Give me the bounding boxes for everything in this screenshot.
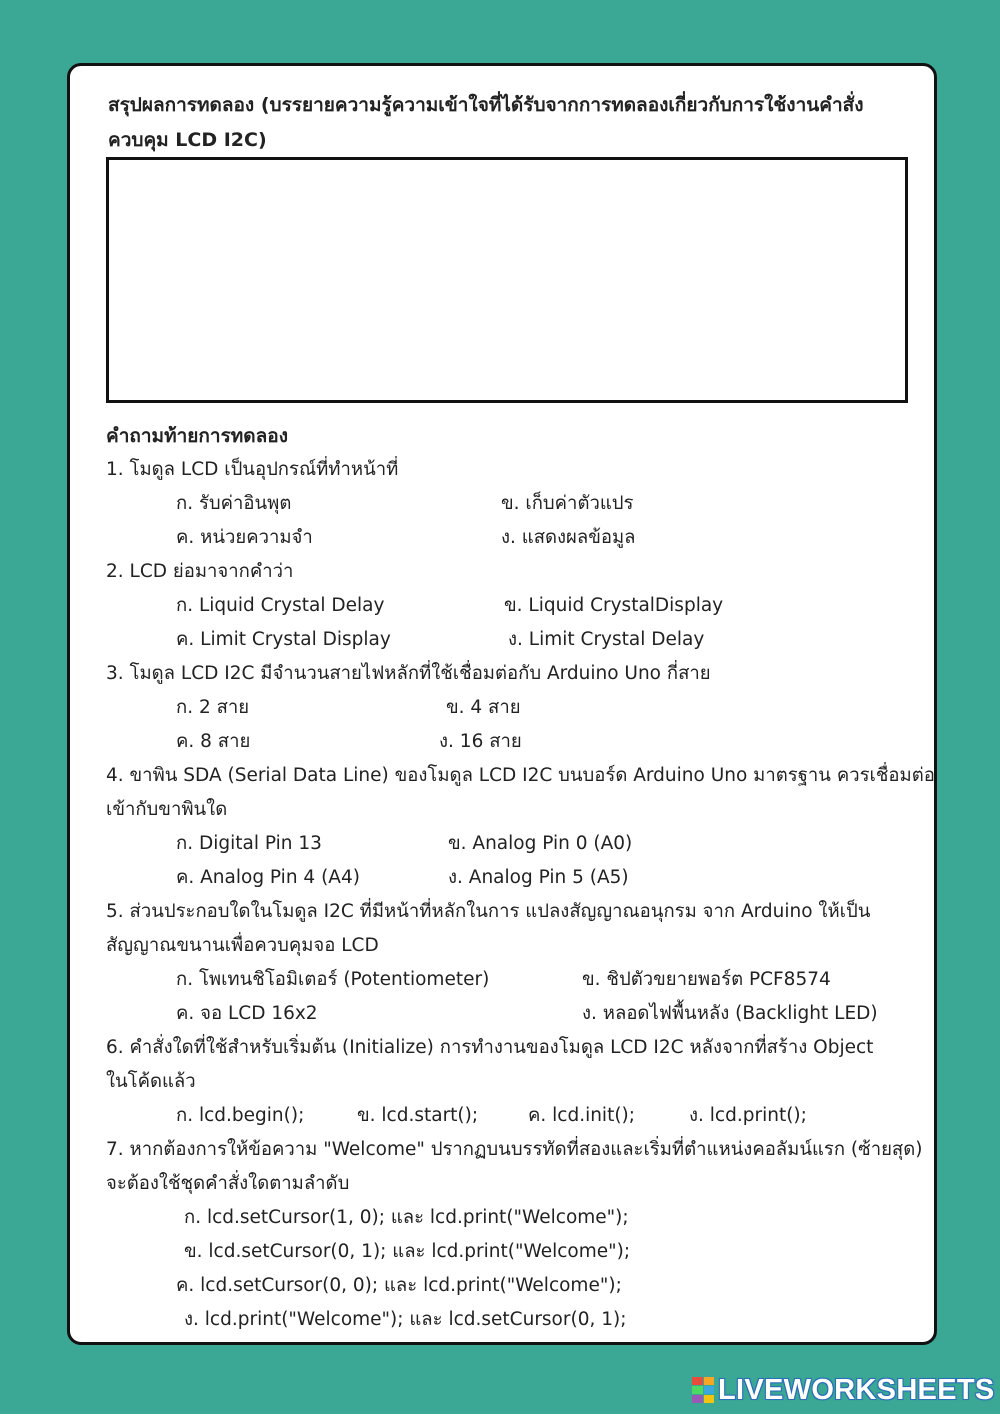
- question-2-options-row-1: [106, 589, 926, 623]
- q3-option-c[interactable]: ค. 8 สาย: [176, 731, 251, 752]
- q2-option-b[interactable]: ข. Liquid CrystalDisplay: [504, 595, 724, 616]
- q4-option-d[interactable]: ง. Analog Pin 5 (A5): [448, 867, 629, 888]
- question-6-options-row: [106, 1099, 926, 1133]
- summary-answer-box[interactable]: [106, 157, 908, 403]
- question-2-options-row-2: [106, 623, 926, 657]
- question-5-line-1: 5. ส่วนประกอบใดในโมดูล I2C ที่มีหน้าที่หลักในการ แปลงสัญญาณอนุกรม จาก Arduino ให้เป็น: [106, 901, 871, 922]
- question-5-options-row-1: [106, 963, 926, 997]
- q7-option-d-row: [106, 1303, 926, 1337]
- q4-option-c[interactable]: ค. Analog Pin 4 (A4): [176, 867, 360, 888]
- q4-option-a[interactable]: ก. Digital Pin 13: [176, 833, 322, 854]
- question-4-line-2: เข้ากับขาพินใด: [106, 799, 228, 820]
- q6-option-c[interactable]: ค. lcd.init();: [528, 1105, 635, 1126]
- q3-option-a[interactable]: ก. 2 สาย: [176, 697, 250, 718]
- brand-text: LIVEWORKSHEETS: [718, 1373, 995, 1406]
- q7-option-d[interactable]: ง. lcd.print("Welcome"); และ lcd.setCursor(0, 1);: [184, 1309, 627, 1330]
- question-4-options-row-1: [106, 827, 926, 861]
- worksheet-page: [67, 63, 937, 1345]
- question-2: 2. LCD ย่อมาจากคำว่า: [106, 561, 294, 582]
- q1-option-c[interactable]: ค. หน่วยความจำ: [176, 527, 313, 548]
- question-4-options-row-2: [106, 861, 926, 895]
- q7-option-a-row: [106, 1201, 926, 1235]
- q5-option-d[interactable]: ง. หลอดไฟพื้นหลัง (Backlight LED): [582, 1003, 878, 1024]
- question-6-line-2: ในโค้ดแล้ว: [106, 1071, 196, 1092]
- q7-option-b[interactable]: ข. lcd.setCursor(0, 1); และ lcd.print("Welcome");: [184, 1241, 631, 1262]
- question-3-options-row-1: [106, 691, 926, 725]
- q2-option-a[interactable]: ก. Liquid Crystal Delay: [176, 595, 385, 616]
- question-3-options-row-2: [106, 725, 926, 759]
- q3-option-d[interactable]: ง. 16 สาย: [439, 731, 522, 752]
- q7-option-b-row: [106, 1235, 926, 1269]
- question-1-options-row-1: [106, 487, 926, 521]
- q2-option-d[interactable]: ง. Limit Crystal Delay: [508, 629, 705, 650]
- question-1-options-row-2: [106, 521, 926, 555]
- quiz-section: [106, 419, 935, 1337]
- q1-option-d[interactable]: ง. แสดงผลข้อมูล: [501, 527, 636, 548]
- question-6-line-1: 6. คำสั่งใดที่ใช้สำหรับเริ่มต้น (Initialize) การทำงานของโมดูล LCD I2C หลังจากที่สร้าง Object: [106, 1037, 874, 1058]
- quiz-heading: คำถามท้ายการทดลอง: [106, 425, 288, 447]
- q1-option-b[interactable]: ข. เก็บค่าตัวแปร: [501, 493, 634, 514]
- liveworksheets-logo-icon: [692, 1377, 714, 1403]
- q2-option-c[interactable]: ค. Limit Crystal Display: [176, 629, 391, 650]
- q5-option-c[interactable]: ค. จอ LCD 16x2: [176, 1003, 318, 1024]
- question-1: 1. โมดูล LCD เป็นอุปกรณ์ที่ทำหน้าที่: [106, 459, 399, 480]
- q5-option-b[interactable]: ข. ชิปตัวขยายพอร์ต PCF8574: [582, 969, 831, 990]
- q1-option-a[interactable]: ก. รับค่าอินพุต: [176, 493, 292, 514]
- liveworksheets-brand[interactable]: [692, 1374, 995, 1406]
- question-5-options-row-2: [106, 997, 926, 1031]
- q7-option-a[interactable]: ก. lcd.setCursor(1, 0); และ lcd.print("Welcome");: [184, 1207, 629, 1228]
- summary-title: สรุปผลการทดลอง (บรรยายความรู้ความเข้าใจที่ได้รับจากการทดลองเกี่ยวกับการใช้งานคำสั่ง ควบคุม LCD I2C): [108, 94, 864, 151]
- question-7-line-2: จะต้องใช้ชุดคำสั่งใดตามลำดับ: [106, 1173, 350, 1194]
- q3-option-b[interactable]: ข. 4 สาย: [446, 697, 521, 718]
- question-5-line-2: สัญญาณขนานเพื่อควบคุมจอ LCD: [106, 935, 379, 956]
- q7-option-c[interactable]: ค. lcd.setCursor(0, 0); และ lcd.print("Welcome");: [176, 1275, 622, 1296]
- q7-option-c-row: [106, 1269, 926, 1303]
- question-4-line-1: 4. ขาพิน SDA (Serial Data Line) ของโมดูล LCD I2C บนบอร์ด Arduino Uno มาตรฐาน ควรเชื่อมต่อ: [106, 765, 935, 786]
- q6-option-d[interactable]: ง. lcd.print();: [689, 1105, 807, 1126]
- question-3: 3. โมดูล LCD I2C มีจำนวนสายไฟหลักที่ใช้เชื่อมต่อกับ Arduino Uno กี่สาย: [106, 663, 711, 684]
- q6-option-b[interactable]: ข. lcd.start();: [357, 1105, 479, 1126]
- question-7-line-1: 7. หากต้องการให้ข้อความ "Welcome" ปรากฏบนบรรทัดที่สองและเริ่มที่ตำแหน่งคอลัมน์แรก (ซ้ายสุด): [106, 1139, 923, 1160]
- q4-option-b[interactable]: ข. Analog Pin 0 (A0): [448, 833, 633, 854]
- q5-option-a[interactable]: ก. โพเทนชิโอมิเตอร์ (Potentiometer): [176, 969, 490, 990]
- q6-option-a[interactable]: ก. lcd.begin();: [176, 1105, 305, 1126]
